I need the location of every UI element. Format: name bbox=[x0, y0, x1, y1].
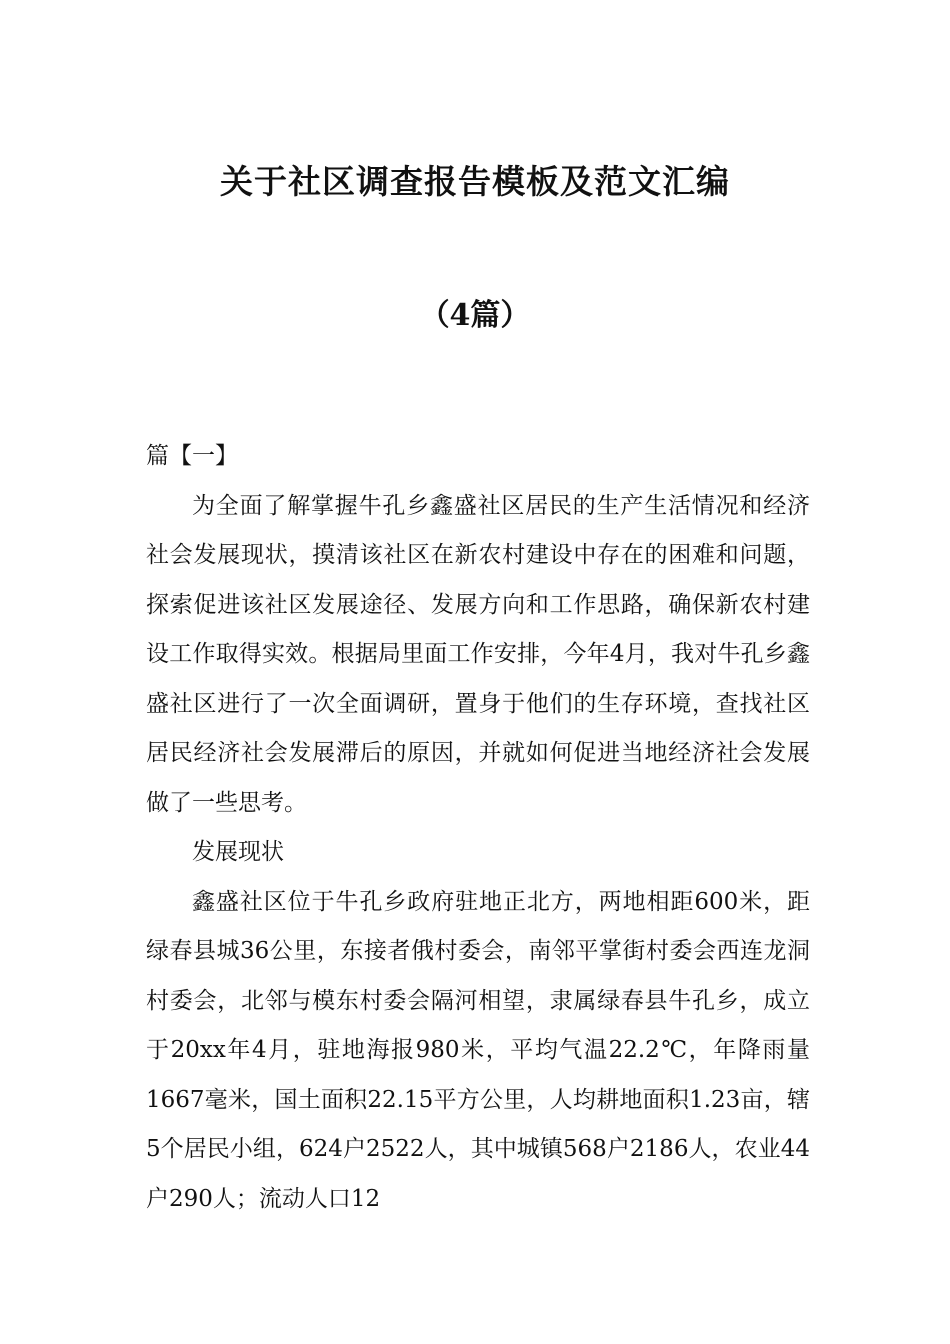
status-heading: 发展现状 bbox=[192, 839, 284, 865]
document-subtitle: （4篇） bbox=[419, 298, 531, 333]
document-body bbox=[146, 432, 810, 1224]
status-paragraph: 鑫盛社区位于牛孔乡政府驻地正北方，两地相距600米，距绿春县城36公里，东接者俄村委会，南邻平掌街村委会西连龙洞村委会，北邻与模东村委会隔河相望，隶属绿春县牛孔乡，成立于20xx年4月，驻地海报980米，平均气温22.2℃，年降雨量1667毫米，国土面积22.15平方公里，人均耕地面积1.23亩，辖5个居民小组，624户2522人，其中城镇568户2186人，农业44户290人；流动人口12 bbox=[146, 888, 810, 1212]
section-label: 篇【一】 bbox=[146, 443, 238, 469]
intro-paragraph: 为全面了解掌握牛孔乡鑫盛社区居民的生产生活情况和经济社会发展现状，摸清该社区在新农村建设中存在的困难和问题，探索促进该社区发展途径、发展方向和工作思路，确保新农村建设工作取得实效。根据局里面工作安排，今年4月，我对牛孔乡鑫盛社区进行了一次全面调研，置身于他们的生存环境，查找社区居民经济社会发展滞后的原因，并就如何促进当地经济社会发展做了一些思考。 bbox=[146, 492, 810, 816]
document-title: 关于社区调查报告模板及范文汇编 bbox=[220, 162, 730, 201]
